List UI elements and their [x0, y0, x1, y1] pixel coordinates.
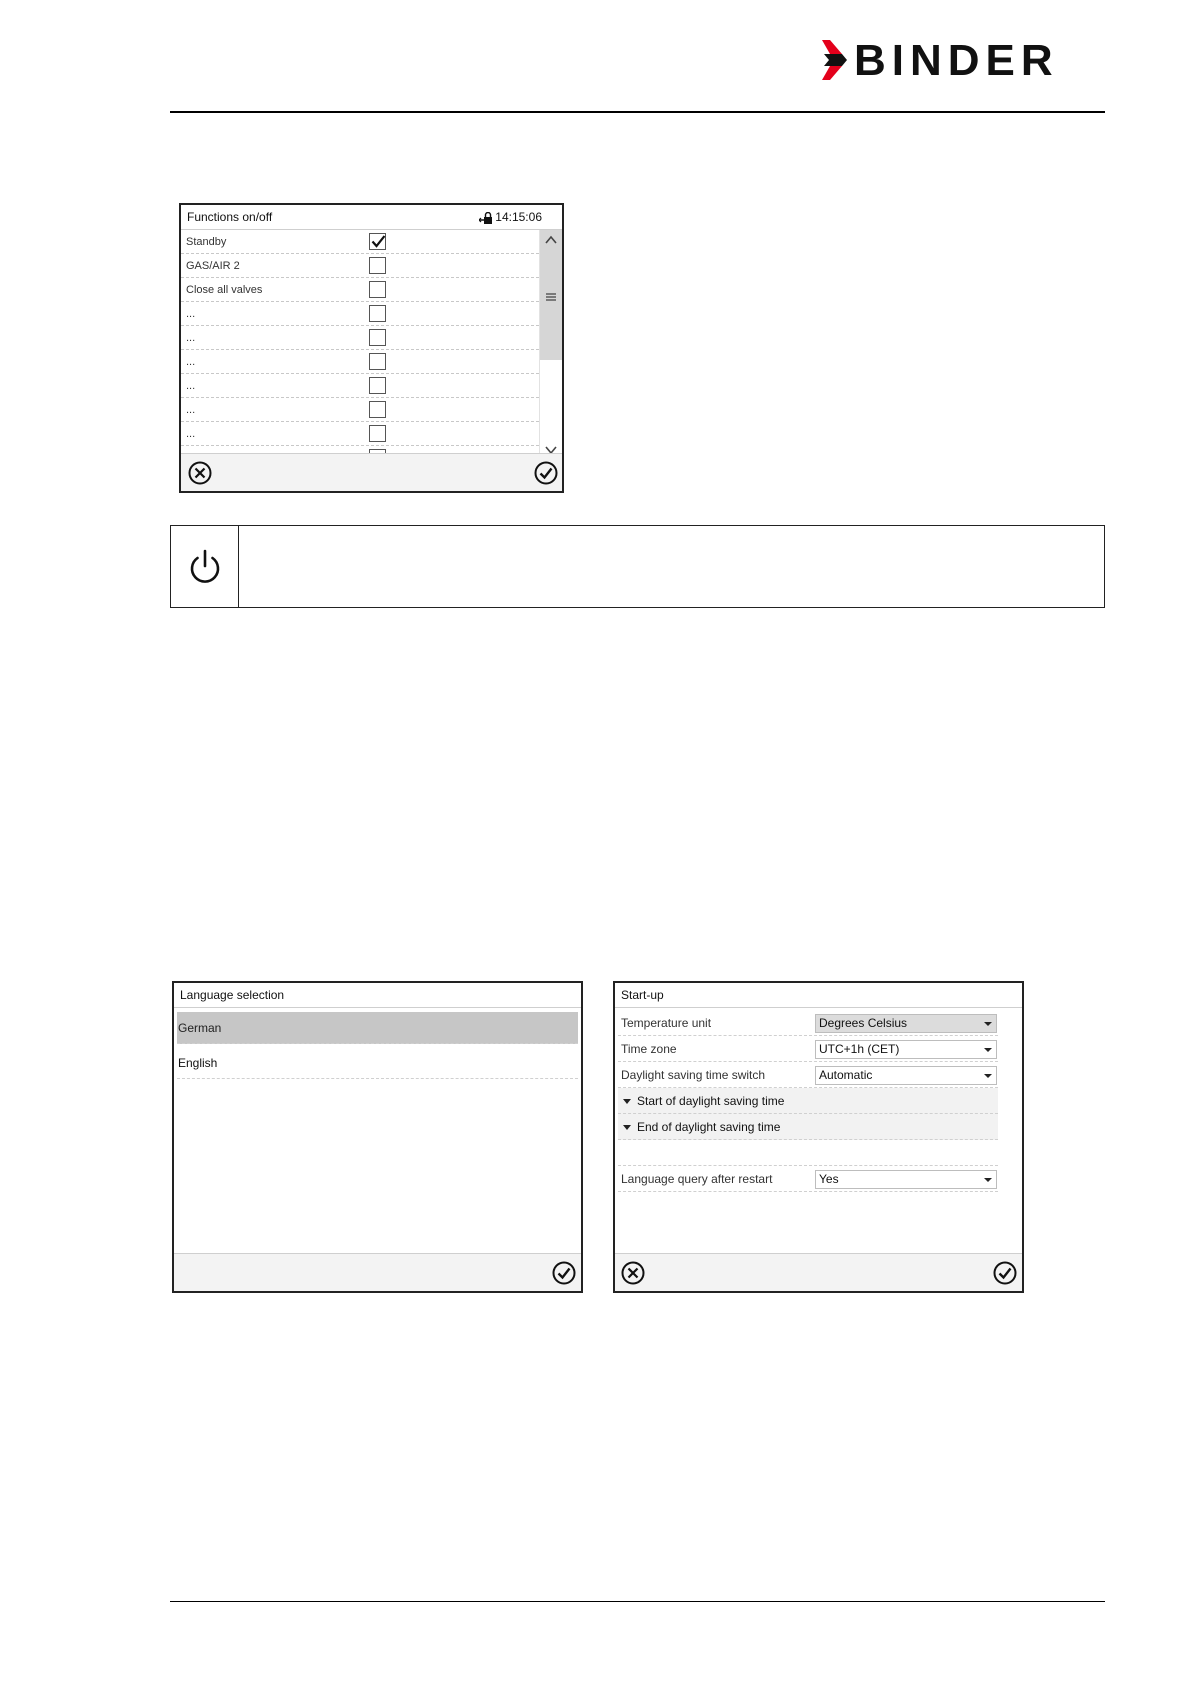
section-label: Start of daylight saving time: [637, 1094, 785, 1108]
item-label: Standby: [186, 236, 227, 248]
functions-panel: [179, 203, 564, 493]
temperature-unit-select[interactable]: [815, 1014, 997, 1033]
check-circle-icon: [993, 1261, 1017, 1285]
select-value: Automatic: [819, 1068, 873, 1082]
setting-label: Language query after restart: [621, 1172, 773, 1186]
language-list: [174, 1009, 581, 1079]
item-label: ...: [186, 356, 196, 368]
dropdown-caret-icon: [984, 1178, 992, 1182]
language-panel: [172, 981, 583, 1293]
item-label: GAS/AIR 2: [186, 260, 240, 272]
confirm-button[interactable]: [534, 461, 558, 485]
confirm-button[interactable]: [993, 1261, 1017, 1285]
checkbox[interactable]: [369, 425, 386, 442]
list-item[interactable]: [181, 398, 539, 422]
section-dst-start[interactable]: [618, 1088, 998, 1114]
checkbox[interactable]: [369, 305, 386, 322]
setting-temperature-unit: [618, 1010, 998, 1036]
scrollbar[interactable]: [539, 230, 562, 460]
select-value: Degrees Celsius: [819, 1016, 908, 1030]
list-item[interactable]: [181, 230, 539, 254]
panel-footer: [615, 1253, 1022, 1291]
brand-chevron-icon: [820, 40, 850, 80]
section-label: End of daylight saving time: [637, 1120, 781, 1134]
dropdown-caret-icon: [984, 1048, 992, 1052]
setting-label: Temperature unit: [621, 1016, 712, 1030]
panel-footer: [174, 1253, 581, 1291]
close-circle-icon: [621, 1261, 645, 1285]
cancel-button[interactable]: [621, 1261, 645, 1285]
checkbox[interactable]: [369, 377, 386, 394]
checkbox-checked[interactable]: [369, 233, 386, 250]
time-zone-select[interactable]: [815, 1040, 997, 1059]
check-circle-icon: [552, 1261, 576, 1285]
list-item[interactable]: [181, 422, 539, 446]
functions-list: [181, 230, 539, 460]
checkbox[interactable]: [369, 257, 386, 274]
list-item[interactable]: [181, 326, 539, 350]
setting-label: Time zone: [621, 1042, 677, 1056]
power-icon: [187, 548, 223, 586]
dst-switch-select[interactable]: [815, 1066, 997, 1085]
language-option-english[interactable]: English: [177, 1047, 578, 1079]
select-value: Yes: [819, 1172, 839, 1186]
info-text: [251, 526, 1094, 607]
dropdown-caret-icon: [984, 1074, 992, 1078]
expand-triangle-icon: [623, 1099, 631, 1104]
select-value: UTC+1h (CET): [819, 1042, 900, 1056]
item-label: Close all valves: [186, 284, 263, 296]
info-icon-cell: [171, 526, 239, 607]
list-item[interactable]: [181, 254, 539, 278]
settings-list: [618, 1010, 998, 1192]
panel-footer: [181, 453, 562, 491]
header-divider: [170, 111, 1105, 113]
empty-row: [618, 1140, 998, 1166]
confirm-button[interactable]: [552, 1261, 576, 1285]
list-item[interactable]: [181, 374, 539, 398]
startup-panel: [613, 981, 1024, 1293]
clock-time: 14:15:06: [495, 210, 542, 224]
item-label: ...: [186, 308, 196, 320]
list-item[interactable]: [181, 302, 539, 326]
item-label: ...: [186, 428, 196, 440]
panel-title: Start-up: [615, 983, 1022, 1008]
checkmark-icon: [371, 234, 386, 249]
grip-icon: [544, 292, 558, 302]
panel-title: Language selection: [174, 983, 581, 1008]
panel-title: Functions on/off: [181, 205, 562, 230]
language-option-german[interactable]: German: [177, 1012, 578, 1044]
dropdown-caret-icon: [984, 1022, 992, 1026]
checkbox[interactable]: [369, 401, 386, 418]
setting-language-query: [618, 1166, 998, 1192]
checkbox[interactable]: [369, 353, 386, 370]
info-box: [170, 525, 1105, 608]
list-item[interactable]: [181, 278, 539, 302]
brand-name: BINDER: [854, 36, 1059, 85]
close-circle-icon: [188, 461, 212, 485]
chevron-up-icon[interactable]: [544, 234, 558, 246]
lock-icon: [479, 212, 493, 224]
section-dst-end[interactable]: [618, 1114, 998, 1140]
item-label: ...: [186, 380, 196, 392]
setting-dst-switch: [618, 1062, 998, 1088]
expand-triangle-icon: [623, 1125, 631, 1130]
checkbox[interactable]: [369, 329, 386, 346]
item-label: ...: [186, 404, 196, 416]
setting-label: Daylight saving time switch: [621, 1068, 766, 1082]
footer-divider: [170, 1601, 1105, 1602]
checkbox[interactable]: [369, 281, 386, 298]
list-item[interactable]: [181, 350, 539, 374]
item-label: ...: [186, 332, 196, 344]
language-query-select[interactable]: [815, 1170, 997, 1189]
check-circle-icon: [534, 461, 558, 485]
status-clock: [479, 205, 542, 230]
setting-time-zone: [618, 1036, 998, 1062]
binder-logo: [820, 36, 1105, 85]
cancel-button[interactable]: [188, 461, 212, 485]
